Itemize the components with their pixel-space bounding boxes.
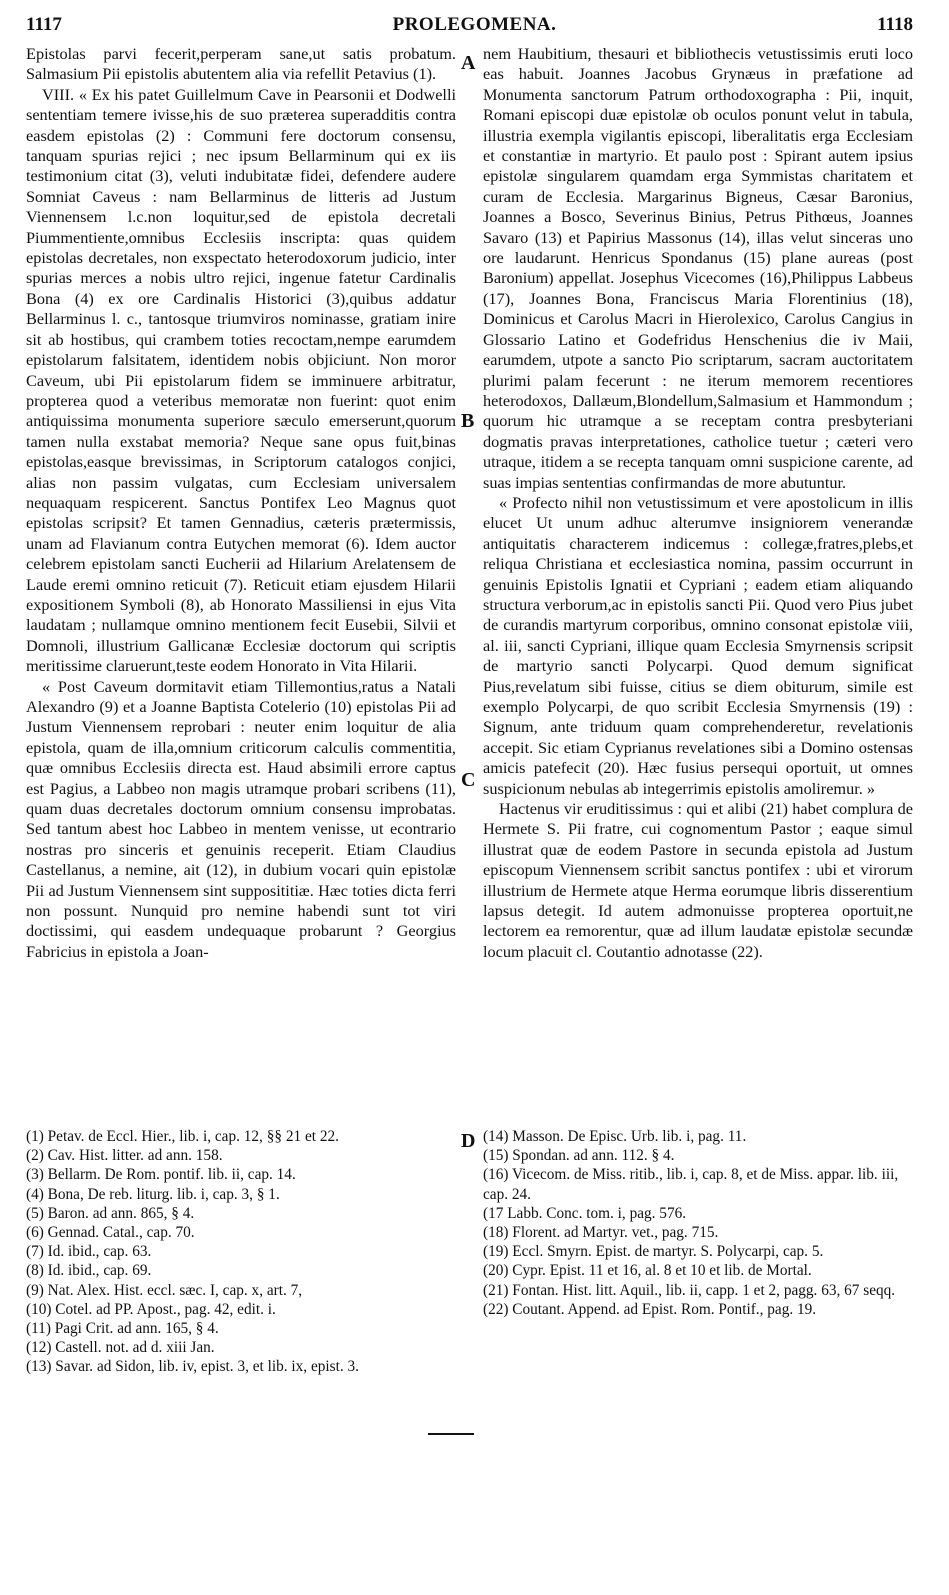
footnote: (14) Masson. De Episc. Urb. lib. i, pag. 11.: [483, 1128, 747, 1145]
footnotes-right: [483, 1127, 913, 1319]
footnote: (16) Vicecom. de Miss. ritib., lib. i, cap. 8, et de Miss. appar. lib. iii, cap. 24.: [483, 1166, 899, 1203]
margin-marker-b: B: [461, 410, 475, 432]
footnote: (15) Spondan. ad ann. 112. § 4.: [483, 1147, 675, 1165]
margin-marker-d: D: [461, 1130, 476, 1152]
right-page-number: 1118: [877, 14, 913, 35]
paragraph: « Profecto nihil non vetustissimum et vere apostolicum in illis elucet Ut unum adhuc alterumve insigniorem venerandæ antiquitatis characterem indicemus : collegæ,fratres,plebs,et reliqua Christiana et ecclesiastica nomina, passim occurrunt in genuinis Epistolis Ignatii et Cypriani ; eadem etiam aliquando structura verborum,ac in epistolis sancti Pii. Quod vero Pius jubet de curandis martyrum corporibus, omnino consonat epistolæ viii, al. iii, sancti Cypriani, illique quam Ecclesia Smyrnensis scripsit de martyrio sancti Polycarpi. Quod demum significat Pius,revelatum sibi fuisse, citius se diem obiturum, simile est exemplo Polycarpi, de quo scribit Ecclesia Smyrnensis (19) : Signum, ante triduum quam comprehenderetur, revelationis accepit. Sic etiam Cyprianus revelationes sibi a Domino ostensas amicis patefecit (20). Hæc fusius persequi oportuit, ut omnes suspicionum nebulas ab integerrimis epistolis amoliremur. »: [483, 492, 913, 798]
footnote: (7) Id. ibid., cap. 63.: [26, 1243, 152, 1261]
paragraph: Epistolas parvi fecerit,perperam sane,ut satis probatum. Salmasium Pii epistolis abutentem alia via refellit Petavius (1).: [26, 44, 456, 84]
footnotes-left: [26, 1127, 456, 1377]
footnote: (11) Pagi Crit. ad ann. 165, § 4.: [26, 1320, 219, 1338]
paragraph: « Post Caveum dormitavit etiam Tillemontius,ratus a Natali Alexandro (9) et a Joanne Baptista Cotelerio (10) epistolas Pii ad Justum Viennensem reprobari : neuter enim loquitur de alia epistola, quam de illa,omnium criticorum calculis commentitia, quæ omnibus Ecclesiis directa est. Haud absimili errore captus est Pagius, a Labbeo non magis utramque probari scribens (11), quam duas decretales doctorum omnium consensu improbatas. Sed tantum abest hoc Labbeo in mentem venisse, ut econtrario nostras pro sinceris et genuinis receperit. Etiam Claudius Castellanus, a nemine, ait (12), in dubium vocari quin epistolæ Pii ad Justum Viennensem sint supposititiæ. Hæc toties dicta ferri non possunt. Nunquid pro nemine habendi sunt tot viri doctissimi, qui easdem undequaque probarunt ? Georgius Fabricius in epistola a Joan-: [26, 676, 456, 961]
margin-marker-a: A: [461, 52, 476, 74]
footnote: (8) Id. ibid., cap. 69.: [26, 1262, 152, 1280]
footnote: (6) Gennad. Catal., cap. 70.: [26, 1224, 195, 1242]
footnote: (19) Eccl. Smyrn. Epist. de martyr. S. Polycarpi, cap. 5.: [483, 1243, 824, 1261]
footnote: (21) Fontan. Hist. litt. Aquil., lib. ii, capp. 1 et 2, pagg. 63, 67 seqq.: [483, 1281, 896, 1299]
footnote: (2) Cav. Hist. litter. ad ann. 158.: [26, 1147, 223, 1165]
footnote: (9) Nat. Alex. Hist. eccl. sæc. I, cap. x, art. 7,: [26, 1281, 303, 1299]
margin-marker-c: C: [461, 769, 476, 791]
paragraph: nem Haubitium, thesauri et bibliothecis vetustissimis eruti loco eas habuit. Joannes Jacobus Grynæus in præfatione ad Monumenta sanctorum Patrum orthodoxographa : Pii, inquit, Romani episcopi duæ epistolæ ob oculos ponunt velut in tabula, illustria exempla vigilantis episcopi, liberalitatis erga Ecclesiam et constantiæ in martyrio. Et paulo post : Spirant autem ipsius epistolæ singularem quamdam erga Symmistas charitatem et curam de Ecclesia. Margarinus Bigneus, Cæsar Baronius, Joannes a Bosco, Severinus Binius, Petrus Pithœus, Joannes Savaro (13) et Papirius Massonus (14), illas velut sinceras uno ore laudarunt. Henricus Spondanus (15) plane aureas (post Baronium) appellat. Josephus Vicecomes (16),Philippus Labbeus (17), Joannes Bona, Franciscus Maria Florentinius (18), Dominicus et Carolus Macri in Hierolexico, Carolus Cangius in Glossario Latino et Godefridus Henschenius die iv Maii, earumdem, utpote a sancto Pio scriptarum, sacram auctoritatem plurimi palam fecerunt : ne iterum memorem recentiores heterodoxos, Dallæum,Blondellum,Salmasium et Hammondum ; quorum hic utramque a se receptam contra presbyteriani dogmatis pravas interpretationes, catholice tuetur ; cæteri vero utraque, itidem a se recepta tanquam omni suspicione carente, ad suas impias sententias confirmandas de more abutuntur.: [483, 44, 913, 492]
footnote: (17 Labb. Conc. tom. i, pag. 576.: [483, 1204, 687, 1222]
footnote: (13) Savar. ad Sidon, lib. iv, epist. 3, et lib. ix, epist. 3.: [26, 1358, 359, 1376]
running-header: [0, 14, 949, 42]
footnote: (10) Cotel. ad PP. Apost., pag. 42, edit. i.: [26, 1300, 276, 1318]
page-title: PROLEGOMENA.: [392, 14, 557, 35]
footnote: (3) Bellarm. De Rom. pontif. lib. ii, cap. 14.: [26, 1166, 296, 1184]
left-column: [26, 44, 456, 962]
right-column: [483, 44, 913, 962]
footnote: (20) Cypr. Epist. 11 et 16, al. 8 et 10 et lib. de Mortal.: [483, 1262, 812, 1280]
footnote: (1) Petav. de Eccl. Hier., lib. i, cap. 12, §§ 21 et 22.: [26, 1128, 339, 1145]
paragraph: VIII. « Ex his patet Guillelmum Cave in Pearsonii et Dodwelli sententiam temere ivisse,his de suo præterea superadditis contra easdem epistolas (2) : Communi fere doctorum consensu, tanquam spurias rejici ; nec ipsum Bellarminum qui ex iis testimonium citat (3), veluti indubitatæ fidei, defendere audere Somniat Caveus : nam Bellarminus de litteris ad Justum Viennensem l.c.non loquitur,sed de epistola decretali Piummentiente,omnibus Ecclesiis inscripta: quas quidem epistolas decretales, non exspectato heterodoxorum judicio, inter spurias merces a nobis ultro rejici, ingenue fatetur Cardinalis Bona (4) ex ore Cardinalis Historici (3),quibus addatur Bellarminus l. c., tantosque triumviros nominasse, gratiam inire sit ab hostibus, qui crambem toties recoctam,nempe earumdem epistolarum falsitatem, identidem nobis objiciunt. Non moror Caveum, ubi Pii epistolarum fidem se imminuere arbitratur, propterea quod a veteribus memoratæ non fuerint: quot enim antiquissima monumenta superiore sæculo emerserunt,quorum tamen nulla exstabat memoria? Neque sane opus fuit,binas epistolas,easque brevissimas, in Scriptorum catalogos conjici, alias non passim vulgatas, cum Ecclesiam universalem nequaquam respicerent. Sanctus Pontifex Leo Magnus quot epistolas scripsit? Et tamen Gennadius, cæteris prætermissis, unam ad Flavianum contra Eutychen memorat (6). Idem auctor celebrem epistolam sancti Eucherii ad Hilarium Arelatensem de Laude eremi omnino reticuit (7). Reticuit etiam ejusdem Hilarii expositionem Symboli (8), ab Honorato Massiliensi in ejus Vita laudatam ; nullamque omnino mentionem fecit Eusebii, Silvii et Domnoli, illustrium Gallicanæ Ecclesiæ doctorum qui scriptis meritissime claruerunt,teste eodem Honorato in Vita Hilarii.: [26, 84, 456, 676]
footnote: (4) Bona, De reb. liturg. lib. i, cap. 3, § 1.: [26, 1185, 280, 1203]
footnote: (22) Coutant. Append. ad Epist. Rom. Pontif., pag. 19.: [483, 1300, 817, 1318]
left-page-number: 1117: [26, 14, 62, 35]
paragraph: Hactenus vir eruditissimus : qui et alibi (21) habet complura de Hermete S. Pii fratre, cui cognomentum Pastor ; eaque simul illustrat quæ de eodem Pastore in secunda epistola ad Justum episcopum Viennensem scribit sanctus pontifex : ubi et virorum illustrium de Hermete atque Herma eorumque libris disserentium lapsus detegit. Id autem admonuisse propterea oportuit,ne lectorem ea remorentur, quæ ad illum laudatæ epistolæ secundæ locum placuit cl. Coutantio adnotasse (22).: [483, 799, 913, 961]
footnote: (12) Castell. not. ad d. xiii Jan.: [26, 1339, 215, 1357]
footnote: (5) Baron. ad ann. 865, § 4.: [26, 1204, 195, 1222]
end-rule: [428, 1433, 474, 1435]
footnote: (18) Florent. ad Martyr. vet., pag. 715.: [483, 1224, 719, 1242]
